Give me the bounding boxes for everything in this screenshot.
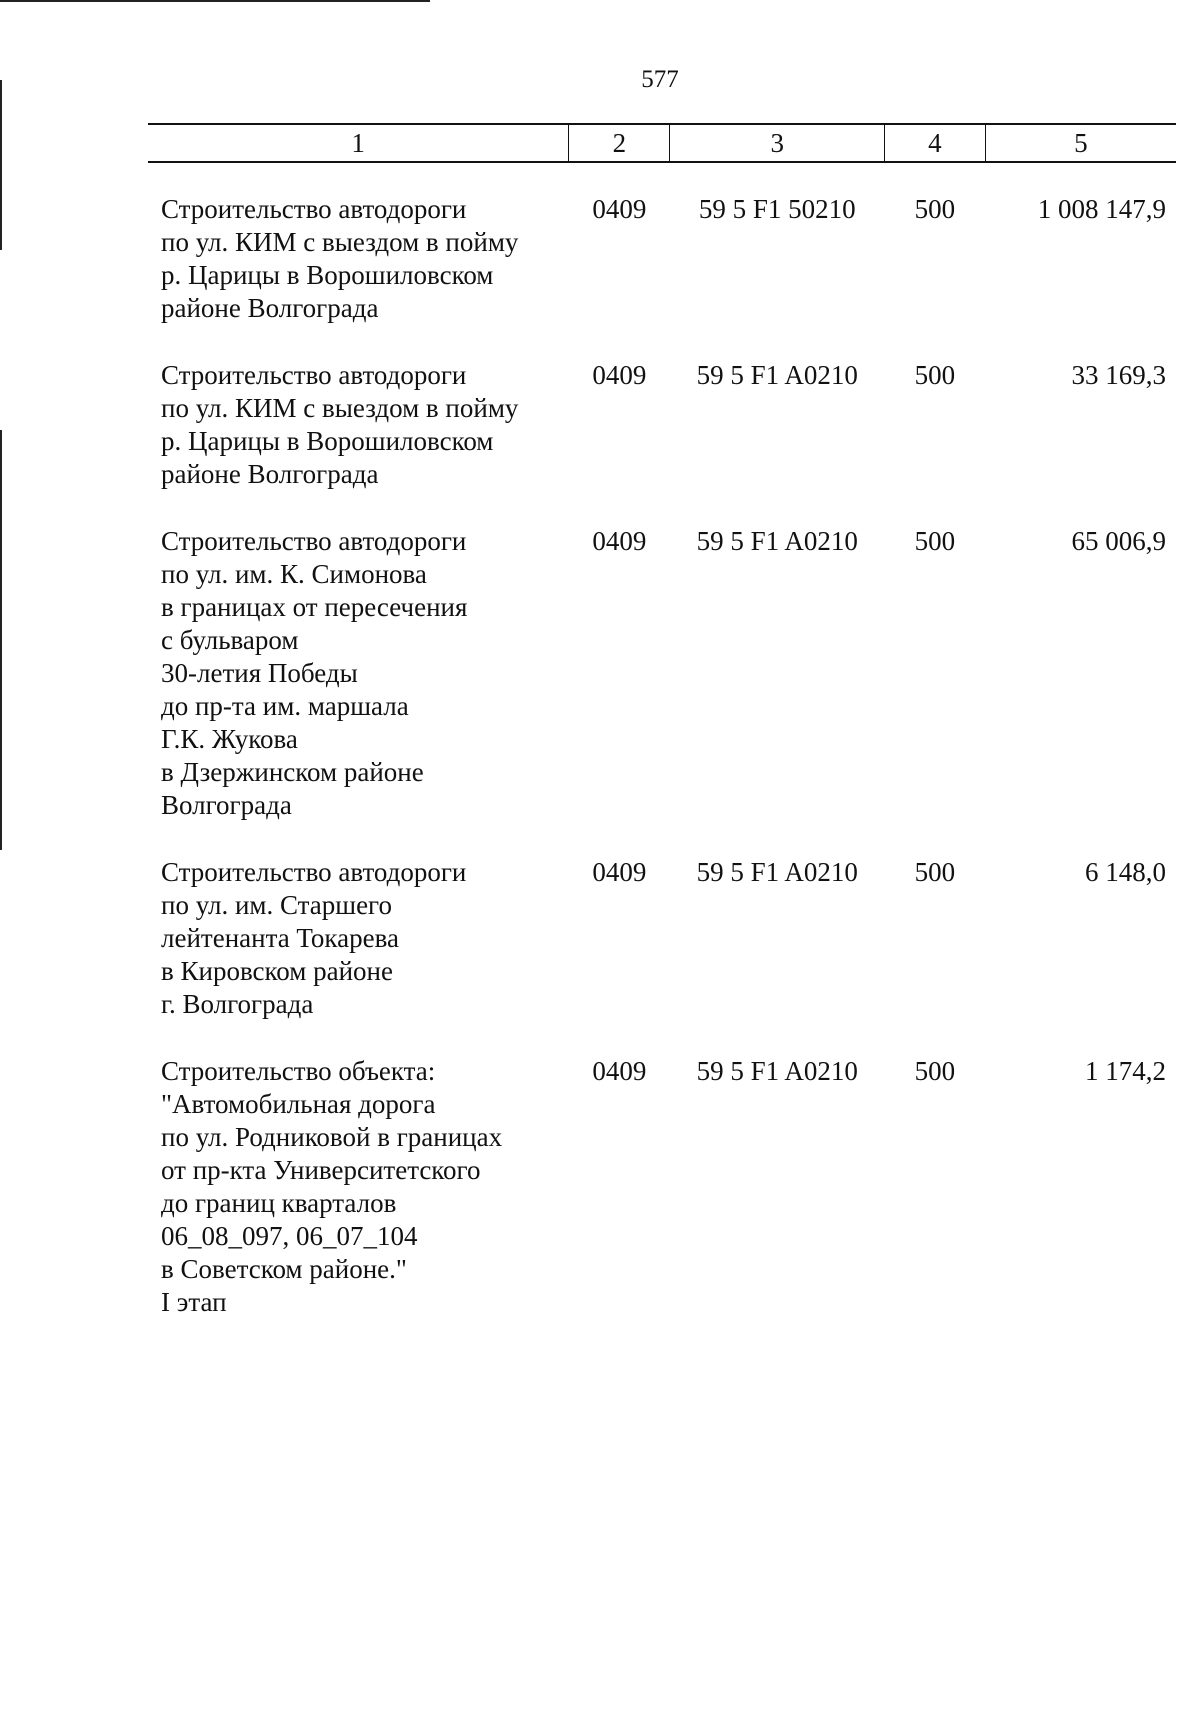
row-section-cell: 0409 — [592, 526, 647, 556]
row-name-line: лейтенанта Токарева — [161, 923, 399, 953]
row-name-line: Строительство автодороги — [161, 526, 467, 556]
row-section-cell: 0409 — [592, 1056, 647, 1086]
row-name-line: р. Царицы в Ворошиловском — [161, 426, 494, 456]
row-name-line: 30-летия Победы — [161, 658, 358, 688]
row-name-line: районе Волгограда — [161, 293, 379, 323]
header-col-1: 1 — [148, 124, 569, 162]
row-type-cell: 500 — [914, 360, 956, 390]
row-name-line: г. Волгограда — [161, 989, 314, 1019]
row-name-line: 06_08_097, 06_07_104 — [161, 1221, 418, 1251]
row-section-cell: 0409 — [592, 857, 647, 887]
header-col-3: 3 — [670, 124, 885, 162]
row-name-line: Строительство автодороги — [161, 360, 467, 390]
row-section-cell: 0409 — [592, 194, 647, 224]
row-name-line: с бульваром — [161, 625, 299, 655]
row-name-cell — [148, 193, 569, 359]
row-name-line: по ул. Родниковой в границах — [161, 1122, 503, 1152]
scan-edge-top — [0, 0, 430, 2]
row-name-line: по ул. им. К. Симонова — [161, 559, 427, 589]
table-row — [148, 359, 1176, 525]
row-name-line: Г.К. Жукова — [161, 724, 298, 754]
header-col-4: 4 — [885, 124, 985, 162]
table-row — [148, 193, 1176, 359]
row-name-line: Волгограда — [161, 790, 292, 820]
header-col-2: 2 — [569, 124, 670, 162]
row-name-line: по ул. КИМ с выездом в пойму — [161, 227, 519, 257]
scan-edge-left-1 — [0, 80, 2, 250]
page-number: 577 — [641, 66, 679, 93]
scan-edge-left-2 — [0, 430, 2, 850]
row-amount-cell: 6 148,0 — [1085, 857, 1166, 887]
row-name-line: до пр-та им. маршала — [161, 691, 409, 721]
budget-table — [148, 123, 1176, 1353]
row-name-cell — [148, 1055, 569, 1353]
row-name-cell — [148, 856, 569, 1055]
row-target-cell: 59 5 F1 A0210 — [696, 857, 858, 887]
table-row — [148, 525, 1176, 856]
row-name-line: от пр-кта Университетского — [161, 1155, 481, 1185]
row-name-line: Строительство автодороги — [161, 857, 467, 887]
row-name-line: Строительство автодороги — [161, 194, 467, 224]
row-type-cell: 500 — [914, 194, 956, 224]
row-name-line: районе Волгограда — [161, 459, 379, 489]
row-type-cell: 500 — [914, 1056, 956, 1086]
row-name-line: в Кировском районе — [161, 956, 393, 986]
row-name-line: в Дзержинском районе — [161, 757, 424, 787]
header-col-5: 5 — [985, 124, 1176, 162]
row-amount-cell: 33 169,3 — [1071, 360, 1166, 390]
table-row — [148, 1055, 1176, 1353]
row-section-cell: 0409 — [592, 360, 647, 390]
row-name-line: до границ кварталов — [161, 1188, 397, 1218]
row-name-cell — [148, 359, 569, 525]
row-amount-cell: 1 174,2 — [1085, 1056, 1166, 1086]
row-type-cell: 500 — [914, 857, 956, 887]
row-name-line: "Автомобильная дорога — [161, 1089, 436, 1119]
row-amount-cell: 65 006,9 — [1071, 526, 1166, 556]
row-target-cell: 59 5 F1 50210 — [698, 194, 856, 224]
row-type-cell: 500 — [914, 526, 956, 556]
table-row — [148, 856, 1176, 1055]
row-name-line: в Советском районе." — [161, 1254, 407, 1284]
table-header — [148, 124, 1176, 162]
table-body — [148, 162, 1176, 1353]
row-amount-cell: 1 008 147,9 — [1037, 194, 1166, 224]
row-target-cell: 59 5 F1 A0210 — [696, 1056, 858, 1086]
row-name-line: р. Царицы в Ворошиловском — [161, 260, 494, 290]
row-target-cell: 59 5 F1 A0210 — [696, 526, 858, 556]
row-name-line: Строительство объекта: — [161, 1056, 436, 1086]
row-name-cell — [148, 525, 569, 856]
row-name-line: по ул. им. Старшего — [161, 890, 392, 920]
row-name-line: в границах от пересечения — [161, 592, 468, 622]
row-target-cell: 59 5 F1 A0210 — [696, 360, 858, 390]
row-name-line: I этап — [161, 1287, 227, 1317]
row-name-line: по ул. КИМ с выездом в пойму — [161, 393, 519, 423]
